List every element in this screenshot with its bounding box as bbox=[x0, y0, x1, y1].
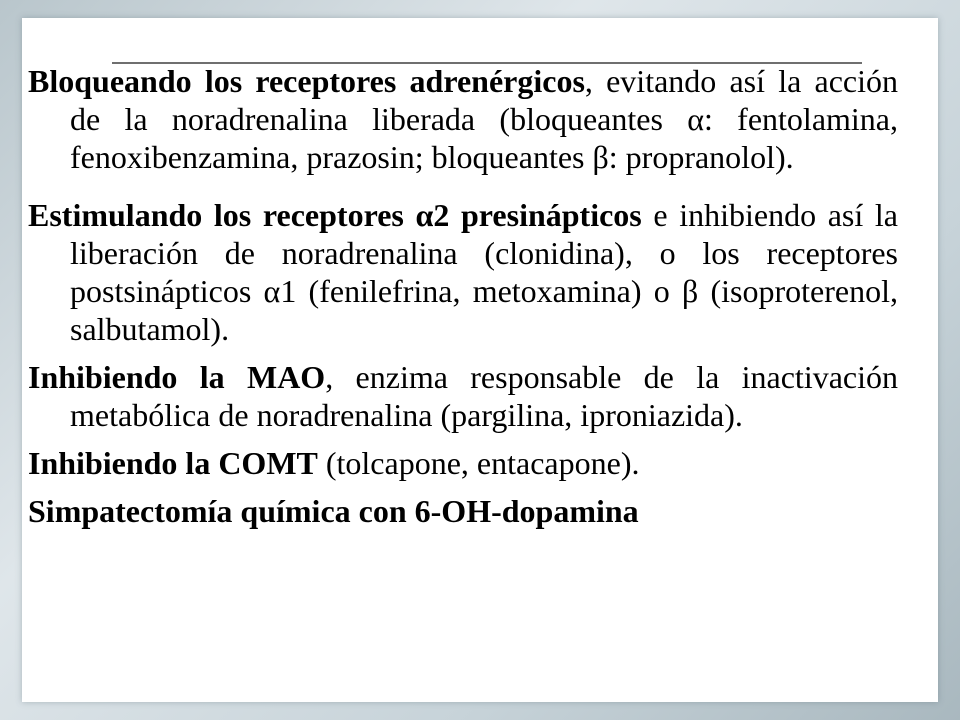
paragraph-text: , evitando así la acción de la noradrenalina liberada (bloqueantes α: fentolamina, fenoxibenzamina, prazosin; bloqueantes β: propranolol). bbox=[70, 63, 899, 175]
paragraph-heading: Inhibiendo la COMT bbox=[28, 445, 318, 481]
paragraph-simpatectomia bbox=[28, 492, 898, 530]
paragraph-estimulando bbox=[28, 196, 898, 348]
slide-body bbox=[28, 62, 898, 530]
paragraph-heading: Simpatectomía química con 6-OH-dopamina bbox=[28, 493, 639, 529]
paragraph-heading: Bloqueando los receptores adrenérgicos bbox=[28, 63, 585, 99]
paragraph-heading: Inhibiendo la MAO bbox=[28, 359, 326, 395]
paragraph-text: e inhibiendo así la liberación de noradrenalina (clonidina), o los receptores postsinápticos α1 (fenilefrina, metoxamina) o β (isoproterenol, salbutamol). bbox=[70, 197, 898, 347]
paragraph-inhibiendo-comt bbox=[28, 444, 898, 482]
paragraph-bloqueando bbox=[28, 62, 898, 176]
paragraph-heading: Estimulando los receptores α2 presinápticos bbox=[28, 197, 642, 233]
paragraph-text: , enzima responsable de la inactivación metabólica de noradrenalina (pargilina, iproniazida). bbox=[70, 359, 899, 433]
paragraph-text: (tolcapone, entacapone). bbox=[317, 445, 640, 481]
paragraph-inhibiendo-mao bbox=[28, 358, 898, 434]
